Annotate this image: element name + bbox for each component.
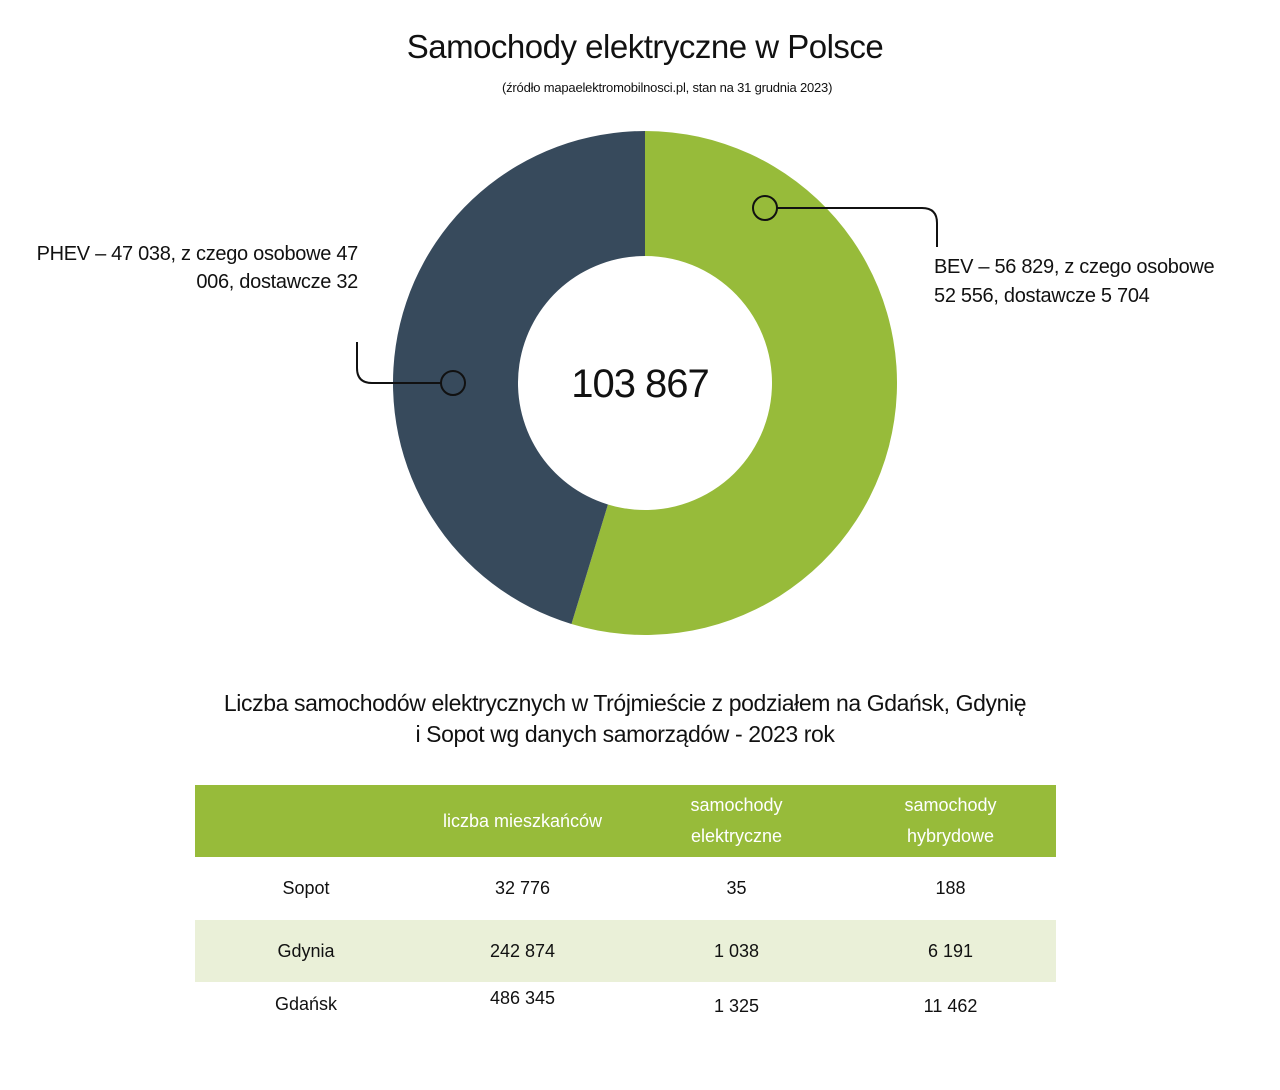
table-cell-hybrid: 11 462 [923, 996, 978, 1016]
table-cell-electric: 35 [726, 878, 747, 898]
header-text: samochody [904, 795, 997, 815]
phev-label-line: PHEV – 47 038, z czego osobowe 47 [36, 243, 358, 265]
table-title-line: i Sopot wg danych samorządów - 2023 rok [415, 721, 835, 747]
table-title-line: Liczba samochodów elektrycznych w Trójmieście z podziałem na Gdańsk, Gdynię [223, 690, 1027, 716]
table-cell-residents: 486 345 [489, 988, 556, 1008]
header-text: samochody [690, 795, 783, 815]
table-row [195, 857, 1056, 920]
bev-label-line: 52 556, dostawcze 5 704 [934, 285, 1150, 307]
table-header-cell-electric [628, 790, 845, 852]
bev-label-line: BEV – 56 829, z czego osobowe [934, 256, 1215, 278]
header-text: liczba mieszkańców [442, 810, 603, 831]
page-subtitle: (źródło mapaelektromobilnosci.pl, stan na 31 grudnia 2023) [502, 80, 833, 95]
table-cell-residents: 242 874 [489, 940, 556, 961]
table-cell-city: Gdynia [277, 940, 335, 961]
table-header-row [195, 785, 1056, 857]
bev-label [934, 253, 1264, 311]
phev-label [20, 240, 358, 296]
table-row [195, 920, 1056, 982]
table-cell-electric: 1 038 [713, 940, 760, 961]
city-table [195, 785, 1056, 1042]
table-title [150, 688, 1100, 750]
table-cell-city: Sopot [282, 878, 330, 898]
table-cell-electric: 1 325 [713, 996, 760, 1016]
table-row [195, 982, 1056, 1042]
header-text: hybrydowe [906, 826, 995, 846]
table-cell-residents: 32 776 [494, 878, 551, 898]
phev-label-line: 006, dostawcze 32 [196, 271, 358, 293]
page-title: Samochody elektryczne w Polsce [406, 28, 884, 65]
table-header-cell-residents [417, 806, 628, 837]
table-cell-city: Gdańsk [274, 994, 338, 1014]
table-cell-hybrid: 6 191 [927, 940, 974, 961]
table-header-cell-hybrid [845, 790, 1056, 852]
donut-center-total: 103 867 [571, 362, 709, 406]
header-text: elektryczne [690, 826, 783, 846]
table-cell-hybrid: 188 [935, 878, 966, 898]
